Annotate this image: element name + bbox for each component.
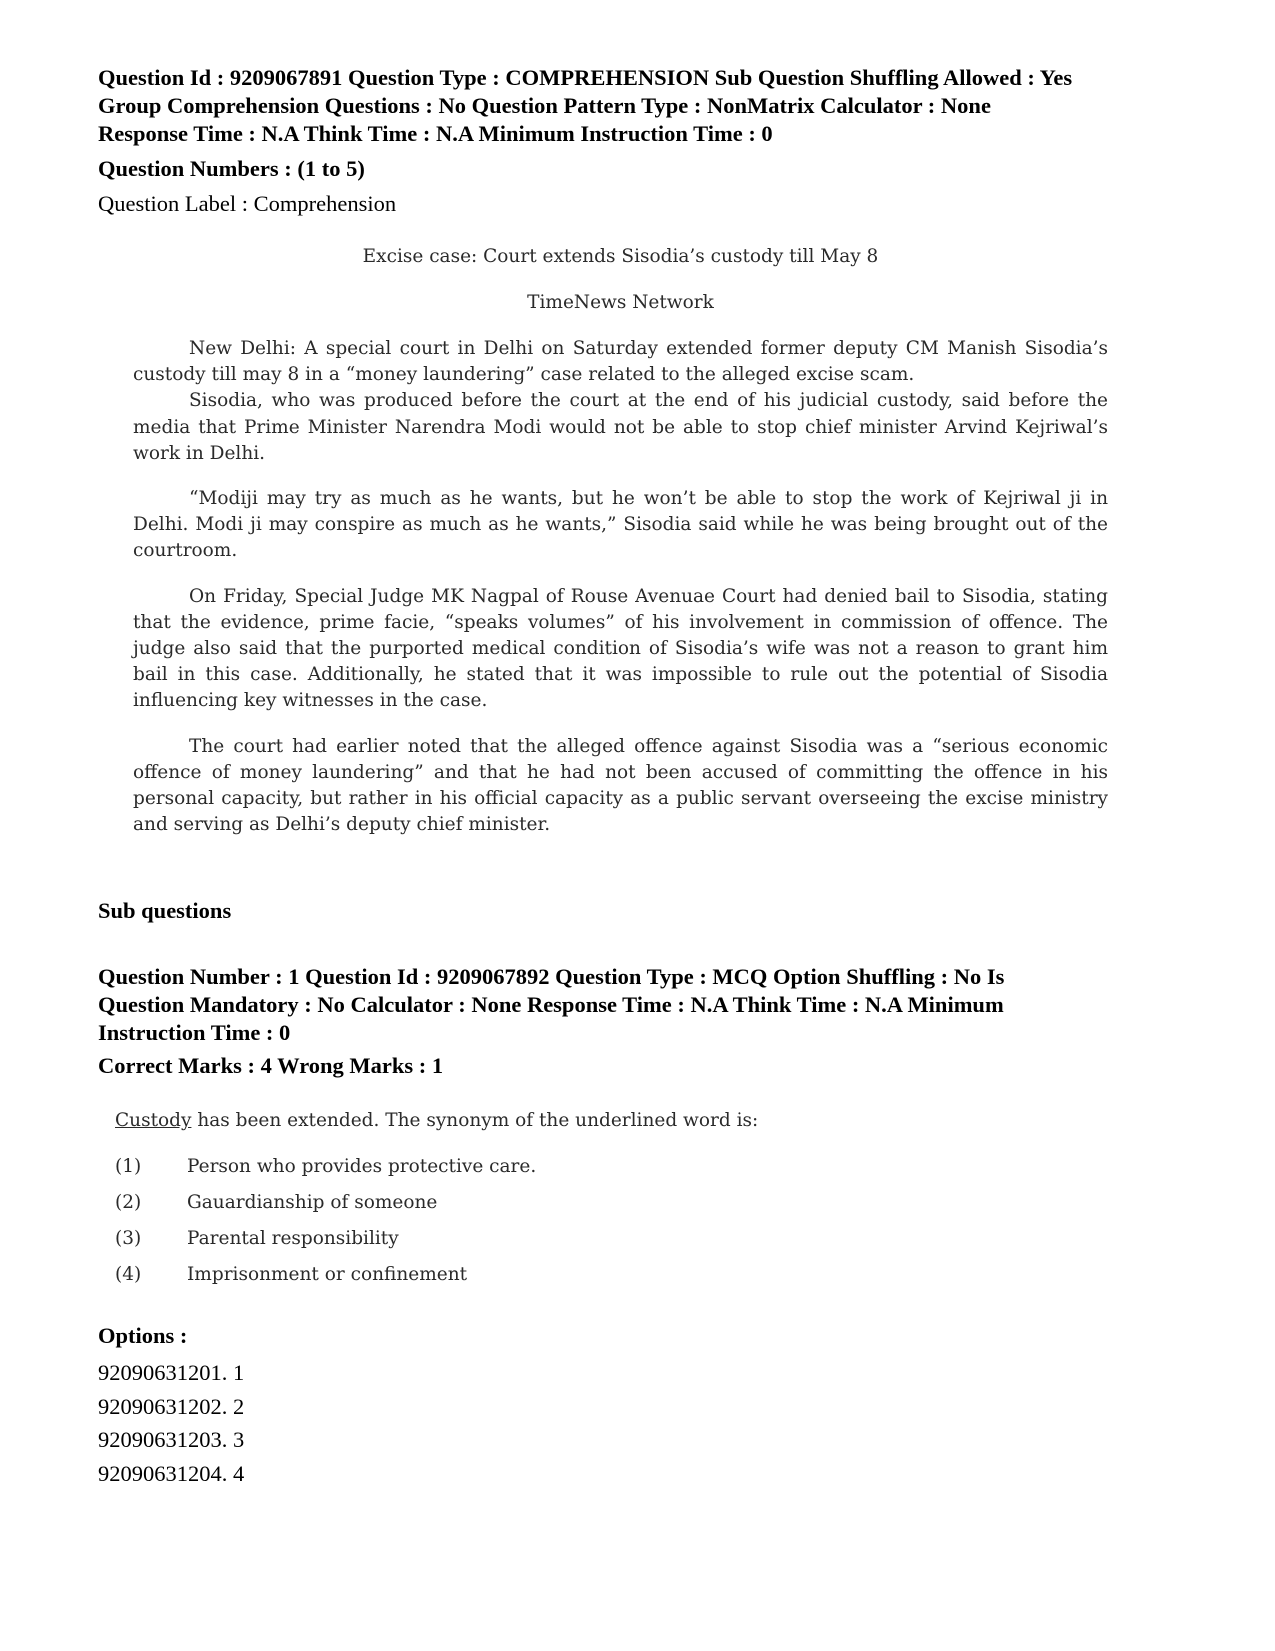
article-paragraph: Sisodia, who was produced before the court at the end of his judicial custody, said before the media that Prime Minister Narendra Modi would not be able to stop chief minister Arvind Kejriwal’s work in Delhi. bbox=[133, 390, 1108, 464]
choice-4 bbox=[115, 1262, 1015, 1288]
sub-questions-heading: Sub questions bbox=[98, 898, 232, 923]
option-item: 92090631201. 1 bbox=[98, 1360, 245, 1385]
choice-text: Parental responsibility bbox=[187, 1228, 399, 1249]
question-1-header bbox=[98, 963, 1218, 1047]
comprehension-passage bbox=[133, 244, 1108, 857]
question-1-body bbox=[115, 1108, 1015, 1298]
marks-info: Correct Marks : 4 Wrong Marks : 1 bbox=[98, 1053, 444, 1078]
choice-text: Imprisonment or confinement bbox=[187, 1264, 468, 1285]
choice-2 bbox=[115, 1190, 1015, 1216]
article-paragraph: The court had earlier noted that the alleged offence against Sisodia was a “serious economic offence of money laundering” and that he had not been accused of committing the offence in his personal capacity, but rather in his official capacity as a public servant overseeing the excise ministry and serving as Delhi’s deputy chief minister. bbox=[133, 735, 1108, 836]
question-label: Question Label : Comprehension bbox=[98, 191, 397, 216]
choice-number: (1) bbox=[115, 1156, 142, 1177]
option-item: 92090631204. 4 bbox=[98, 1460, 245, 1486]
options-heading: Options : bbox=[98, 1323, 188, 1348]
choice-text: Gauardianship of someone bbox=[187, 1192, 438, 1213]
article-paragraph: “Modiji may try as much as he wants, but he won’t be able to stop the work of Kejriwal ji in Delhi. Modi ji may conspire as much as he wants,” Sisodia said while he was being brought out of the courtroom. bbox=[133, 488, 1108, 562]
q1-header-line-1: Question Number : 1 Question Id : 9209067892 Question Type : MCQ Option Shuffling : No Is bbox=[98, 964, 1005, 989]
stem-text: has been extended. The synonym of the underlined word is: bbox=[191, 1110, 759, 1131]
choice-1 bbox=[115, 1154, 1015, 1180]
question-numbers: Question Numbers : (1 to 5) bbox=[98, 156, 365, 181]
article-paragraph: New Delhi: A special court in Delhi on Saturday extended former deputy CM Manish Sisodia’s custody till may 8 in a “money laundering” case related to the alleged excise scam. bbox=[133, 338, 1108, 386]
article-source: TimeNews Network bbox=[527, 292, 714, 313]
header-line-3: Response Time : N.A Think Time : N.A Minimum Instruction Time : 0 bbox=[98, 121, 773, 146]
choice-number: (2) bbox=[115, 1192, 142, 1213]
choice-number: (3) bbox=[115, 1228, 142, 1249]
header-line-2: Group Comprehension Questions : No Question Pattern Type : NonMatrix Calculator : None bbox=[98, 93, 991, 118]
options-list bbox=[98, 1356, 244, 1490]
choice-text: Person who provides protective care. bbox=[187, 1156, 537, 1177]
article-title: Excise case: Court extends Sisodia’s custody till May 8 bbox=[362, 246, 879, 267]
comprehension-header bbox=[98, 64, 1218, 148]
q1-header-line-3: Instruction Time : 0 bbox=[98, 1020, 291, 1045]
option-item: 92090631202. 2 bbox=[98, 1393, 245, 1419]
article-paragraph: On Friday, Special Judge MK Nagpal of Rouse Avenuae Court had denied bail to Sisodia, stating that the evidence, prime facie, “speaks volumes” of his involvement in commission of offence. The judge also said that the purported medical condition of Sisodia’s wife was not a reason to grant him bail in this case. Additionally, he stated that it was impossible to rule out the potential of Sisodia influencing key witnesses in the case. bbox=[133, 585, 1108, 712]
choice-number: (4) bbox=[115, 1264, 142, 1285]
header-line-1: Question Id : 9209067891 Question Type : COMPREHENSION Sub Question Shuffling Allowed : Yes bbox=[98, 65, 1073, 90]
question-stem bbox=[115, 1108, 1015, 1134]
underlined-word: Custody bbox=[115, 1110, 192, 1131]
choice-3 bbox=[115, 1226, 1015, 1252]
q1-header-line-2: Question Mandatory : No Calculator : None Response Time : N.A Think Time : N.A Minimum bbox=[98, 992, 1004, 1017]
option-item: 92090631203. 3 bbox=[98, 1427, 245, 1452]
